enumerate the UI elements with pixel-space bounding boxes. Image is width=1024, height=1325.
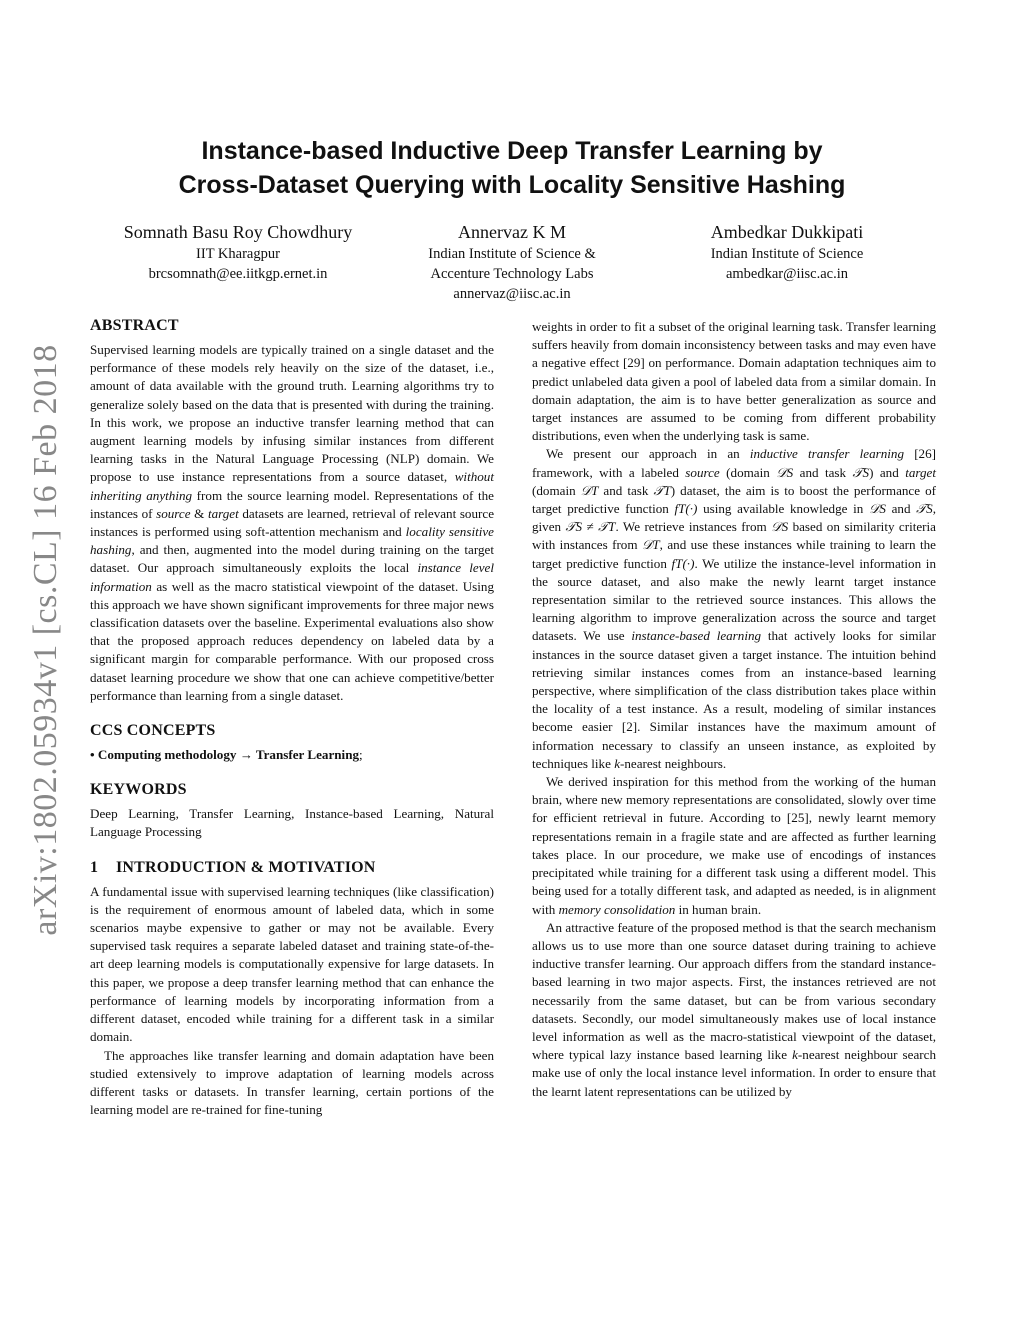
section-title: INTRODUCTION & MOTIVATION [116,858,376,876]
intro-heading [90,858,494,878]
body-paragraph: weights in order to fit a subset of the original learning task. Transfer learning suffers heavily from domain inconsistency between tasks and may even have a negative effect [29] on performance. Domain adaptation techniques aim to predict unlabeled data given a pool of labeled data from a similar domain. In domain adaptation, the aim is to have better generalization as source and target instances are assumed to be coming from different probability distributions, even when the underlying task is same. [532,319,936,444]
body-paragraph: An attractive feature of the proposed method is that the search mechanism allows us to use more than one source dataset during training to achieve inductive transfer learning. Our approach differs from the standard instance-based learning in two major aspects. First, the instances retrieved are not necessarily from the same dataset, but can be from various secondary datasets. Secondly, our model simultaneously makes use of local instance level information as well as the macro-statistical viewpoint of the dataset, where typical lazy instance based learning like k-nearest neighbour search make use of only the local instance level information. In order to ensure that the learnt latent representations can be utilized by [532,919,936,1099]
abstract-text: Supervised learning models are typically trained on a single dataset and the performance of these models rely heavily on the size of the dataset, i.e., amount of data available with the ground truth. Learning algorithms try to generalize solely based on the data that is presented with during the training. In this work, we propose an inductive transfer learning method that can augment learning models by infusing similar instances from different learning tasks in the Natural Language Processing (NLP) domain. We propose to use instance representations from a source dataset, without inheriting anything from the source learning model. Representations of the instances of source & target datasets are learned, retrieval of relevant source instances is performed using soft-attention mechanism and locality sensitive hashing, and then, augmented into the model during training on the target dataset. Our approach simultaneously exploits the local instance level information as well as the macro statistical viewpoint of the dataset. Using this approach we have shown significant improvements for three major news classification datasets over the baseline. Experimental evaluations also show that the proposed approach reduces dependency on labeled data by a significant margin for comparable performance. With our proposed cross dataset learning procedure we show that one can achieve competitive/better performance than learning from a single dataset. [90,342,495,703]
title-line-2: Cross-Dataset Querying with Locality Sensitive Hashing [178,171,846,199]
author-affiliation-2: Accenture Technology Labs [430,266,594,282]
abstract-heading: ABSTRACT [90,317,179,334]
author-email: brcsomnath@ee.iitkgp.ernet.in [148,266,328,282]
author-affiliation: IIT Kharagpur [196,246,280,262]
author-affiliation: Indian Institute of Science [710,246,864,262]
section-number: 1 [90,858,99,876]
arxiv-identifier-stamp: arXiv:1802.05934v1 [cs.CL] 16 Feb 2018 [27,344,64,936]
body-paragraph: We derived inspiration for this method from the working of the human brain, where new memory representations are consolidated, slowly over time for efficient retrieval in future. According to [25], newly learnt memory representations remain in a fragile state and are affected as further learning takes place. In our procedure, we make use of encodings of instances precipitated while training for a different task using a different model. This being used for a totally different task, and adapted as needed, is in alignment with memory consolidation in human brain. [532,774,936,917]
ccs-concepts-heading: CCS CONCEPTS [90,722,216,740]
ccs-concepts-text: • Computing methodology → Transfer Learning; [90,747,363,763]
intro-paragraph: The approaches like transfer learning and domain adaptation have been studied extensively to improve adaptation of learning models across different tasks or datasets. In transfer learning, certain portions of the learning model are re-trained for fine-tuning [90,1047,494,1118]
author-block [362,220,662,304]
author-block [637,220,937,284]
paper-title [0,134,1024,202]
author-affiliation: Indian Institute of Science & [428,246,596,262]
author-name: Somnath Basu Roy Chowdhury [123,222,353,242]
intro-paragraph: A fundamental issue with supervised learning techniques (like classification) is the requirement of enormous amount of labeled data, which in some scenarios maybe expensive to gather or may not be available. Every supervised task requires a separate labeled dataset and training state-of-the-art deep learning models is computationally expensive for large datasets. In this paper, we propose a deep transfer learning method that can enhance the performance of learning models by incorporating information from a different dataset, encoded while training for a different task in a similar domain. [90,883,494,1045]
keywords-text: Deep Learning, Transfer Learning, Instance-based Learning, Natural Language Processing [90,806,494,840]
author-name: Annervaz K M [458,222,566,242]
author-name: Ambedkar Dukkipati [710,222,864,242]
keywords-heading: KEYWORDS [90,781,187,799]
author-email: ambedkar@iisc.ac.in [725,266,849,282]
right-column [532,318,936,1101]
author-block [88,220,388,284]
body-paragraph: We present our approach in an inductive transfer learning [26] framework, with a labeled source (domain 𝒟S and task 𝒯S) and target (domain 𝒟T and task 𝒯T) dataset, the aim is to boost the performance of target predictive function fT(·) using available knowledge in 𝒟S and 𝒯S, given 𝒯S ≠ 𝒯T. We retrieve instances from 𝒟S based on similarity criteria with instances from 𝒟T, and use these instances while training to learn the target predictive function fT(·). We utilize the instance-level information in the source dataset, and also make the newly learnt target instance representation similar to the retrieved source instances. This allows the learning algorithm to improve generalization across the source and target datasets. We use instance-based learning that actively looks for similar instances in the source dataset given a target instance. The intuition behind retrieving similar instances comes from an instance-based learning perspective, where simplification of the class distribution takes place within the locality of a test instance. As a result, modeling of similar instances become easier [2]. Similar instances have the maximum amount of information necessary to classify an unseen instance, as exploited by techniques like k-nearest neighbours. [532,446,937,771]
author-email: annervaz@iisc.ac.in [453,286,571,302]
left-column [90,316,494,1119]
title-line-1: Instance-based Inductive Deep Transfer Learning by [201,137,823,165]
